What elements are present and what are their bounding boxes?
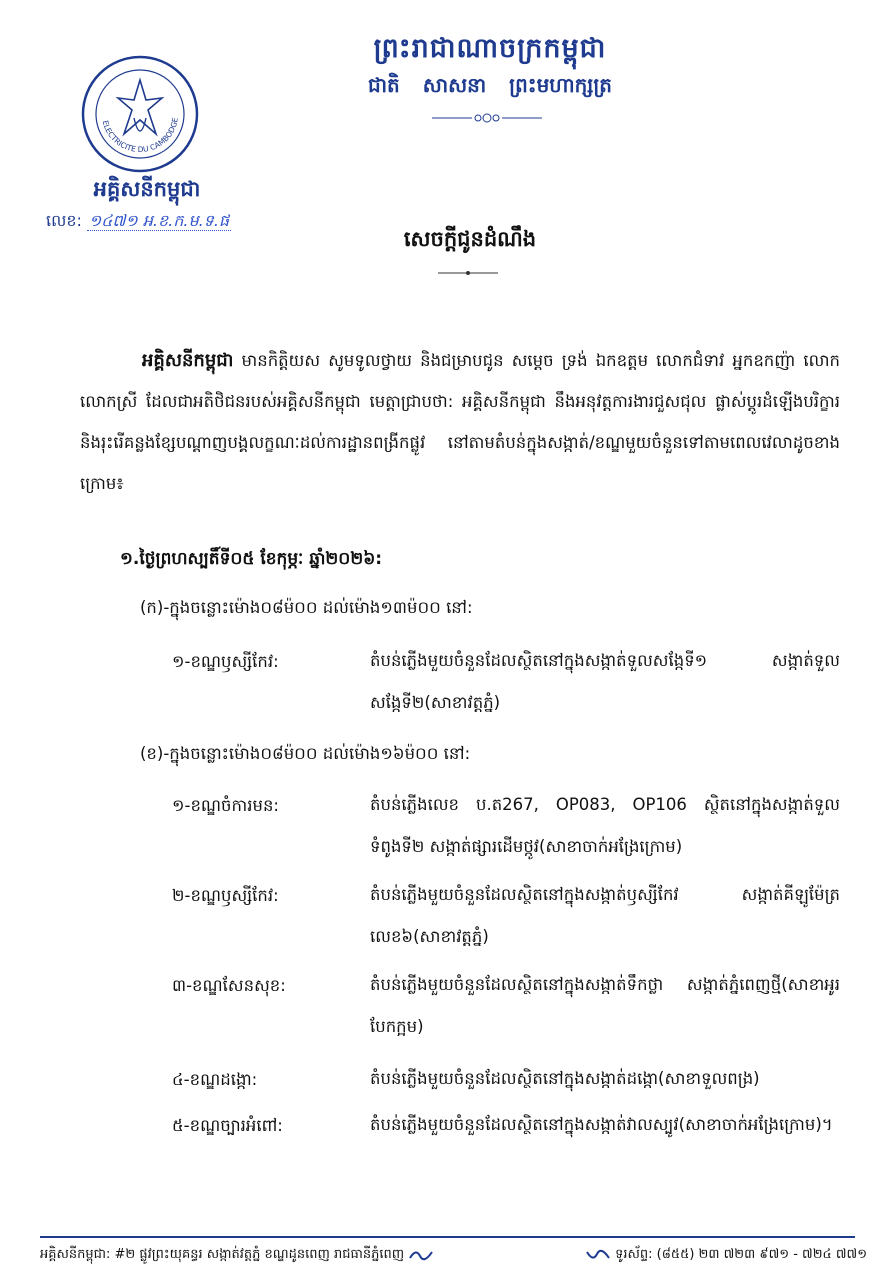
area-description: តំបន់ភ្លើងមួយចំនួនដែលស្ថិតនៅក្នុងសង្កាត់ទឹកថ្លា សង្កាត់ភ្នំពេញថ្មី(សាខាអូរបែកក្អម) — [370, 975, 840, 1036]
address-text: អគ្គិសនីកម្ពុជា: #២ ផ្លូវព្រះយុគន្ធរ សង្កាត់វត្តភ្នំ ខណ្ឌដូនពេញ រាជធានីភ្នំពេញ — [40, 1247, 405, 1262]
ornament-divider-icon — [432, 112, 542, 124]
reference-number — [46, 210, 231, 234]
district-label: ៥-ខណ្ឌច្បារអំពៅ: — [172, 1116, 283, 1135]
national-motto: ជាតិ សាសនា ព្រះមហាក្សត្រ — [368, 73, 612, 97]
kingdom-heading: ព្រះរាជាណាចក្រកម្ពុជា — [373, 33, 607, 64]
signature-mark-icon — [585, 1248, 611, 1262]
document-title: សេចក្តីជូនដំណឹង — [403, 227, 537, 251]
district-label: ១-ខណ្ឌឫស្សីកែវ: — [172, 652, 279, 671]
district-label: ១-ខណ្ឌចំការមន: — [172, 796, 279, 815]
area-description: តំបន់ភ្លើងមួយចំនួនដែលស្ថិតនៅក្នុងសង្កាត់ឫស្សីកែវ សង្កាត់គីឡូម៉ែត្រលេខ៦(សាខាវត្តភ្នំ) — [370, 885, 840, 946]
district-label: ៤-ខណ្ឌដង្កោ: — [172, 1070, 258, 1089]
time-slot-ka: (ក)-ក្នុងចន្លោះម៉ោង០៨ម៉០០ ដល់ម៉ោង១៣ម៉០០ នៅ: — [140, 598, 473, 617]
area-description: តំបន់ភ្លើងមួយចំនួនដែលស្ថិតនៅក្នុងសង្កាត់ដង្កោ(សាខាទួលពង្រ) — [370, 1069, 760, 1088]
district-label: ៣-ខណ្ឌសែនសុខ: — [172, 976, 286, 995]
district-label: ២-ខណ្ឌឫស្សីកែវ: — [172, 886, 279, 905]
area-description: តំបន់ភ្លើងមួយចំនួនដែលស្ថិតនៅក្នុងសង្កាត់ទួលសង្កែទី១ សង្កាត់ទួលសង្កែទី២(សាខាវត្តភ្នំ) — [370, 651, 840, 712]
signature-mark-icon — [408, 1248, 434, 1262]
time-slot-kha: (ខ)-ក្នុងចន្លោះម៉ោង០៨ម៉០០ ដល់ម៉ោង១៦ម៉០០ នៅ: — [140, 744, 471, 763]
reference-label: លេខ: — [46, 211, 82, 230]
area-description: តំបន់ភ្លើងមួយចំនួនដែលស្ថិតនៅក្នុងសង្កាត់វាលស្បូវ(សាខាចាក់អង្រែក្រោម)។ — [370, 1115, 833, 1134]
footer-address — [40, 1246, 434, 1265]
phone-text: ទូរស័ព្ទ: (៨៥៥) ២៣ ៧២៣ ៩៧១ - ៧២៤ ៧៧១ — [615, 1247, 868, 1262]
notice-paragraph — [80, 340, 840, 504]
paragraph-lead: អគ្គិសនីកម្ពុជា — [142, 350, 234, 371]
reference-value: ១៤៧១ អ.ខ.ក.ម.ទ.ផ — [88, 211, 230, 230]
footer-divider — [40, 1236, 855, 1238]
organization-name: អគ្គិសនីកម្ពុជា — [93, 177, 201, 201]
title-divider-icon — [438, 270, 498, 276]
edc-logo-icon — [80, 54, 200, 174]
schedule-day: ១.ថ្ងៃព្រហស្បតិ៍ទី០៥ ខែកុម្ភៈ ឆ្នាំ២០២៦: — [120, 549, 383, 569]
paragraph-text: មានកិត្តិយស សូមទូលថ្វាយ និងជម្រាបជូន សម្តេច ទ្រង់ ឯកឧត្តម លោកជំទាវ អ្នកឧកញ៉ា លោក លោកស្រី ដែលជាអតិថិជនរបស់អគ្គិសនីកម្ពុជា មេត្តាជ្រាបថា: អគ្គិសនីកម្ពុជា នឹងអនុវត្តការងារជួសជុល ផ្លាស់ប្តូរដំឡើងបរិក្ខារ និងរុះរើគន្លងខ្សែបណ្តាញបង្គលក្ខណៈដល់ការដ្ឋានពង្រីកផ្លូវ នៅតាមតំបន់ក្នុងសង្កាត់/ខណ្ឌមួយចំនួនទៅតាមពេលវេលាដូចខាងក្រោម៖ — [80, 351, 840, 493]
footer-phone — [585, 1246, 867, 1265]
area-description: តំបន់ភ្លើងលេខ ប.ត267, OP083, OP106 ស្ថិតនៅក្នុងសង្កាត់ទួលទំពូងទី២ សង្កាត់ផ្សារដើមថ្កូវ(សាខាចាក់អង្រែក្រោម) — [370, 795, 840, 856]
logo-ring-text: ELECTRICITE DU CAMBODGE — [100, 116, 180, 155]
